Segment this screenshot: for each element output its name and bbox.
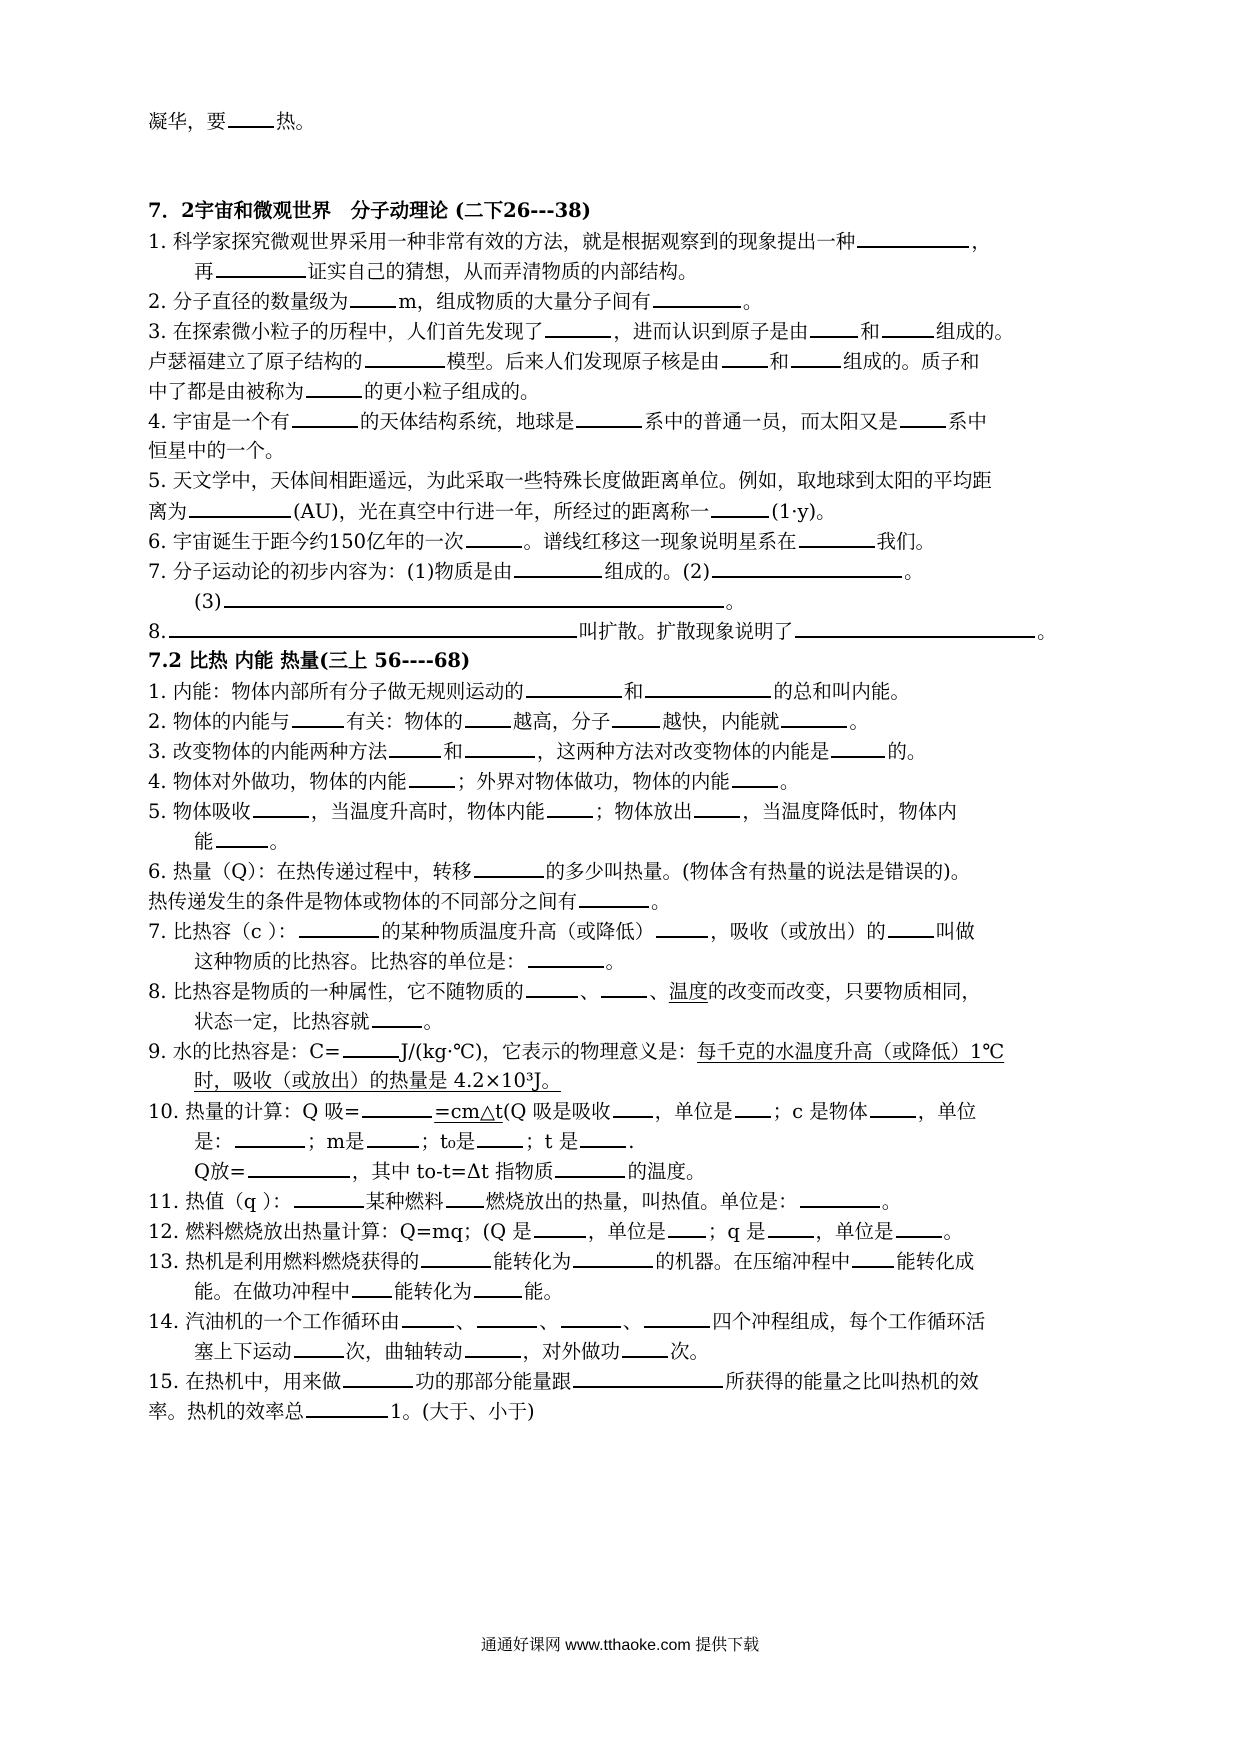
blank bbox=[474, 1276, 522, 1298]
text-line: 2. 分子直径的数量级为 m，组成物质的大量分子间有 。 bbox=[148, 286, 1098, 317]
blank bbox=[857, 226, 969, 248]
blank bbox=[465, 736, 535, 758]
blank bbox=[722, 346, 768, 368]
blank bbox=[421, 1246, 491, 1268]
text-line: 能 。 bbox=[194, 826, 1094, 857]
text-line: 4. 物体对外做功，物体的内能 ；外界对物体做功，物体的内能 。 bbox=[148, 766, 1098, 797]
text-line: 12. 燃料燃烧放出热量计算：Q=mq；(Q 是 ，单位是 ；q 是 ，单位是 。 bbox=[148, 1216, 1098, 1247]
blank bbox=[343, 1036, 399, 1058]
blank bbox=[732, 766, 778, 788]
blank bbox=[645, 676, 771, 698]
text-line: 2. 物体的内能与 有关：物体的 越高，分子 越快，内能就 。 bbox=[148, 706, 1098, 737]
text-line: 7. 分子运动论的初步内容为：(1)物质是由 组成的。(2) 。 bbox=[148, 556, 1098, 587]
text-line: 这种物质的比热容。比热容的单位是： 。 bbox=[194, 946, 1094, 977]
blank bbox=[795, 616, 1035, 638]
blank bbox=[735, 1096, 771, 1118]
blank bbox=[800, 1186, 880, 1208]
blank bbox=[294, 1336, 344, 1358]
text-line: 时，吸收（或放出）的热量是 4.2×10³J。 bbox=[194, 1069, 561, 1092]
text-line: 8. 比热容是物质的一种属性，它不随物质的 、 、温度的改变而改变，只要物质相同， bbox=[148, 976, 1098, 1007]
blank bbox=[465, 1336, 521, 1358]
blank bbox=[528, 946, 604, 968]
blank bbox=[791, 346, 841, 368]
blank bbox=[365, 346, 445, 368]
blank bbox=[768, 1216, 814, 1238]
blank bbox=[601, 976, 647, 998]
blank bbox=[477, 1306, 537, 1328]
blank bbox=[545, 316, 611, 338]
text-line: 7. 比热容（c ）： 的某种物质温度升高（或降低） ，吸收（或放出）的 叫做 bbox=[148, 916, 1098, 947]
text-line: 塞上下运动 次，曲轴转动 ，对外做功 次。 bbox=[194, 1336, 1094, 1367]
blank bbox=[465, 706, 511, 728]
blank bbox=[306, 376, 362, 398]
text-line: 1. 内能：物体内部所有分子做无规则运动的 和 的总和叫内能。 bbox=[148, 676, 1098, 707]
text-line: 10. 热量的计算：Q 吸= =cm△t(Q 吸是吸收 ，单位是 ；c 是物体 ，单位 bbox=[148, 1096, 1098, 1127]
blank bbox=[526, 976, 578, 998]
text-line: 13. 热机是利用燃料燃烧获得的 能转化为 的机器。在压缩冲程中 能转化成 bbox=[148, 1246, 1098, 1277]
text-line: 是： ；m是 ；t₀是 ；t 是 . bbox=[194, 1126, 1094, 1157]
blank bbox=[402, 1306, 454, 1328]
text-line: 9. 水的比热容是：C= J/(kg·℃)，它表示的物理意义是：每千克的水温度升高（或降低）1℃ bbox=[148, 1036, 1098, 1067]
blank bbox=[224, 586, 724, 608]
blank bbox=[235, 1126, 305, 1148]
text-line: 恒星中的一个。 bbox=[148, 439, 285, 462]
blank bbox=[350, 286, 396, 308]
text-line: 6. 热量（Q）：在热传递过程中，转移 的多少叫热量。(物体含有热量的说法是错误的)。 bbox=[148, 856, 1098, 887]
text-line: 5. 天文学中，天体间相距遥远，为此采取一些特殊长度做距离单位。例如，取地球到太阳的平均距 bbox=[148, 469, 992, 492]
blank bbox=[561, 1306, 621, 1328]
text-line: 率。热机的效率总 1。(大于、小于) bbox=[148, 1396, 1098, 1427]
blank bbox=[852, 1246, 894, 1268]
blank bbox=[514, 556, 602, 578]
blank bbox=[477, 1126, 523, 1148]
blank bbox=[299, 916, 379, 938]
blank bbox=[362, 1096, 432, 1118]
blank bbox=[294, 1186, 364, 1208]
blank bbox=[668, 1216, 706, 1238]
blank bbox=[228, 106, 274, 128]
blank bbox=[888, 916, 934, 938]
text-line: 6. 宇宙诞生于距今约150亿年的一次 。谱线红移这一现象说明星系在 我们。 bbox=[148, 526, 1098, 557]
text-line: 热传递发生的条件是物体或物体的不同部分之间有 。 bbox=[148, 886, 1098, 917]
text-line: 1. 科学家探究微观世界采用一种非常有效的方法，就是根据观察到的现象提出一种 ， bbox=[148, 226, 1098, 257]
blank bbox=[573, 1246, 653, 1268]
blank bbox=[446, 1186, 484, 1208]
blank bbox=[810, 316, 858, 338]
text-line: 8. 叫扩散。扩散现象说明了 。 bbox=[148, 616, 1098, 647]
blank bbox=[253, 796, 309, 818]
text-line: (3) 。 bbox=[194, 586, 1094, 617]
text-line: 中了都是由被称为 的更小粒子组成的。 bbox=[148, 376, 1098, 407]
blank bbox=[799, 526, 875, 548]
text-line: 14. 汽油机的一个工作循环由 、 、 、 四个冲程组成，每个工作循环活 bbox=[148, 1306, 1098, 1337]
blank bbox=[656, 916, 708, 938]
text-line: 5. 物体吸收 ，当温度升高时，物体内能 ；物体放出 ，当温度降低时，物体内 bbox=[148, 796, 1098, 827]
text-line: 凝华，要 热。 bbox=[148, 106, 1098, 137]
blank bbox=[653, 286, 741, 308]
blank bbox=[882, 316, 934, 338]
blank bbox=[466, 526, 522, 548]
blank bbox=[622, 1336, 668, 1358]
text-line: 4. 宇宙是一个有 的天体结构系统，地球是 系中的普通一员，而太阳又是 系中 bbox=[148, 406, 1098, 437]
blank bbox=[694, 796, 740, 818]
blank bbox=[367, 1126, 419, 1148]
blank bbox=[613, 1096, 653, 1118]
blank bbox=[896, 1216, 942, 1238]
text-line: 能。在做功冲程中 能转化为 能。 bbox=[194, 1276, 1094, 1307]
blank bbox=[292, 706, 344, 728]
blank bbox=[352, 1276, 392, 1298]
blank bbox=[306, 1396, 388, 1418]
blank bbox=[579, 886, 649, 908]
blank bbox=[372, 1006, 422, 1028]
page-footer: 通通好课网 www.tthaoke.com 提供下载 bbox=[480, 1637, 760, 1654]
blank bbox=[644, 1306, 710, 1328]
blank bbox=[169, 616, 577, 638]
blank bbox=[781, 706, 847, 728]
blank bbox=[831, 736, 885, 758]
blank bbox=[474, 856, 544, 878]
blank bbox=[292, 406, 358, 428]
blank bbox=[576, 406, 642, 428]
text-line: 状态一定，比热容就 。 bbox=[194, 1006, 1094, 1037]
text-line: 3. 改变物体的内能两种方法 和 ，这两种方法对改变物体的内能是 的。 bbox=[148, 736, 1098, 767]
text-line: 再 证实自己的猜想，从而弄清物质的内部结构。 bbox=[194, 256, 1094, 287]
section-heading: 7．2宇宙和微观世界 分子动理论 (二下26---38) bbox=[148, 199, 591, 222]
text-line: 卢瑟福建立了原子结构的 模型。后来人们发现原子核是由 和 组成的。质子和 bbox=[148, 346, 1098, 377]
blank bbox=[216, 256, 306, 278]
blank bbox=[389, 736, 441, 758]
text-line: 3. 在探索微小粒子的历程中，人们首先发现了 ，进而认识到原子是由 和 组成的。 bbox=[148, 316, 1098, 347]
blank bbox=[573, 1366, 723, 1388]
blank bbox=[547, 796, 593, 818]
blank bbox=[555, 1156, 625, 1178]
blank bbox=[712, 556, 902, 578]
blank bbox=[409, 766, 455, 788]
blank bbox=[900, 406, 946, 428]
blank bbox=[343, 1366, 413, 1388]
blank bbox=[189, 496, 291, 518]
blank bbox=[580, 1126, 626, 1148]
text-line: Q放= ，其中 to-t=Δt 指物质 的温度。 bbox=[194, 1156, 1094, 1187]
blank bbox=[216, 826, 268, 848]
blank bbox=[534, 1216, 586, 1238]
text-line: 离为 (AU)，光在真空中行进一年，所经过的距离称一 (1·y)。 bbox=[148, 496, 1098, 527]
blank bbox=[711, 496, 769, 518]
blank bbox=[612, 706, 660, 728]
blank bbox=[526, 676, 622, 698]
section-heading: 7.2 比热 内能 热量(三上 56----68) bbox=[148, 649, 471, 672]
blank bbox=[248, 1156, 350, 1178]
text-line: 11. 热值（q ）： 某种燃料 燃烧放出的热量，叫热值。单位是： 。 bbox=[148, 1186, 1098, 1217]
text-line: 15. 在热机中，用来做 功的那部分能量跟 所获得的能量之比叫热机的效 bbox=[148, 1366, 1098, 1397]
blank bbox=[870, 1096, 916, 1118]
